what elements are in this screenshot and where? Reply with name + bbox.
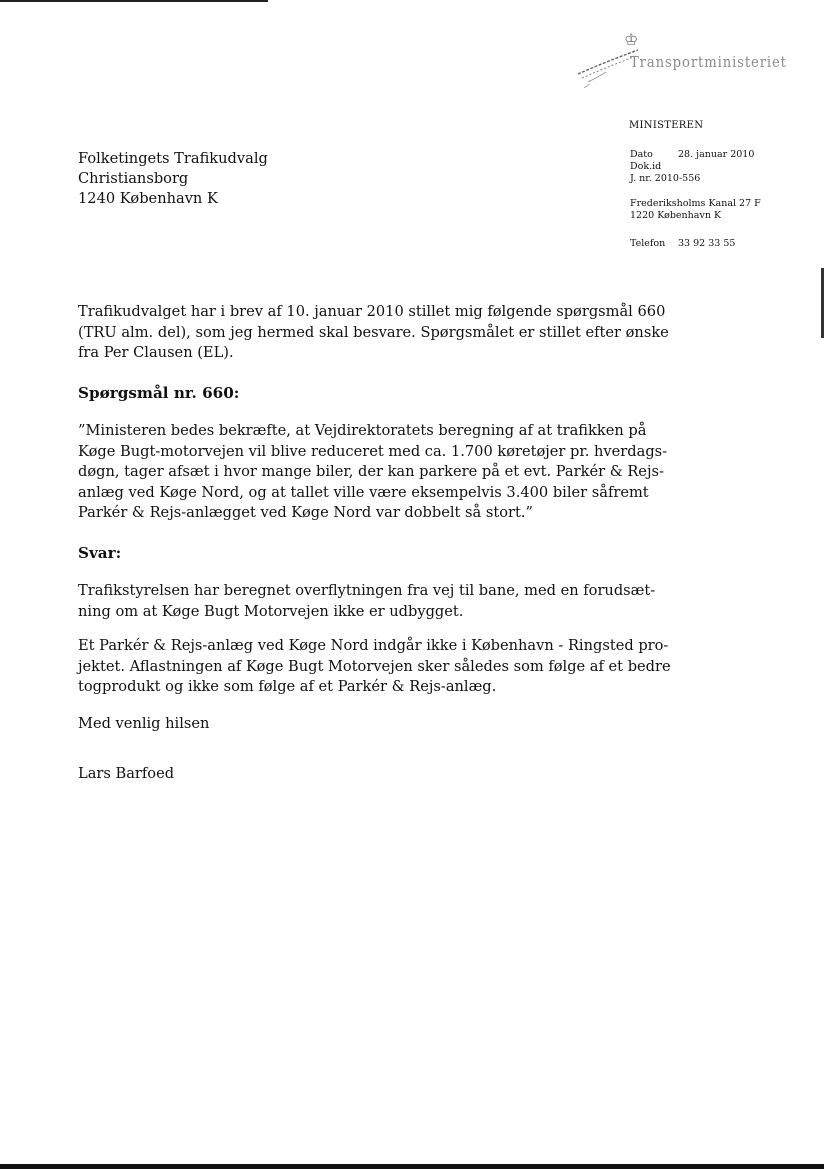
closing-greeting: Med venlig hilsen [78,714,210,732]
meta-address-line2: 1220 København K [630,210,722,221]
answer-paragraph-2 [78,636,671,698]
text-line: ”Ministeren bedes bekræfte, at Vejdirektoratets beregning af at trafikken på [78,422,647,439]
meta-jnr-row [630,173,700,185]
text-line: anlæg ved Køge Nord, og at tallet ville være eksempelvis 3.400 biler såfremt [78,483,649,501]
date-value: 28. januar 2010 [678,149,755,160]
phone-value: 33 92 33 55 [678,238,736,249]
text-line: fra Per Clausen (EL). [78,344,234,361]
recipient-line: 1240 København K [78,190,218,207]
text-line: Trafikstyrelsen har beregnet overflytningen fra vej til bane, med en forudsæt- [78,582,656,599]
text-line: Trafikudvalget har i brev af 10. januar 2010 stillet mig følgende spørgsmål 660 [78,303,666,320]
scan-edge-top [0,0,268,2]
intro-paragraph [78,302,669,364]
text-line: døgn, tager afsæt i hvor mange biler, der kan parkere på et evt. Parkér & Rejs- [78,463,664,480]
text-line: Køge Bugt-motorvejen vil blive reduceret med ca. 1.700 køretøjer pr. hverdags- [78,442,668,460]
meta-address-line1: Frederiksholms Kanal 27 F [630,198,761,209]
scan-edge-bottom [0,1164,824,1169]
meta-date-row [630,149,754,161]
question-heading: Spørgsmål nr. 660: [78,383,240,402]
date-label: Dato [630,149,653,160]
text-line: ning om at Køge Bugt Motorvejen ikke er udbygget. [78,602,464,620]
text-line: (TRU alm. del), som jeg hermed skal besvare. Spørgsmålet er stillet efter ønske [78,323,669,341]
dokid-label: Dok.id [630,161,662,172]
jnr-label: J. nr. [630,173,652,184]
meta-dokid-row [630,161,678,173]
answer-heading: Svar: [78,543,122,562]
text-line: Et Parkér & Rejs-anlæg ved Køge Nord indgår ikke i København - Ringsted pro- [78,637,669,654]
recipient-address [78,149,268,209]
recipient-line: Folketingets Trafikudvalg [78,150,268,167]
crown-icon: ♔ [624,30,639,49]
text-line: Parkér & Rejs-anlægget ved Køge Nord var dobbelt så stort.” [78,504,533,521]
letter-body [78,302,671,785]
ministry-logo [566,22,806,102]
signature-name: Lars Barfoed [78,765,175,782]
recipient-line: Christiansborg [78,170,189,187]
question-paragraph [78,421,668,524]
text-line: togprodukt og ikke som følge af et Parkér & Rejs-anlæg. [78,678,497,695]
jnr-value: 2010-556 [654,173,701,184]
text-line: jektet. Aflastningen af Køge Bugt Motorvejen sker således som følge af et bedre [78,657,671,675]
answer-paragraph-1 [78,581,656,622]
meta-phone-row [630,238,735,250]
sender-title: MINISTEREN [629,120,704,131]
phone-label: Telefon [630,238,666,249]
logo-text: Transportministeriet [630,53,787,71]
